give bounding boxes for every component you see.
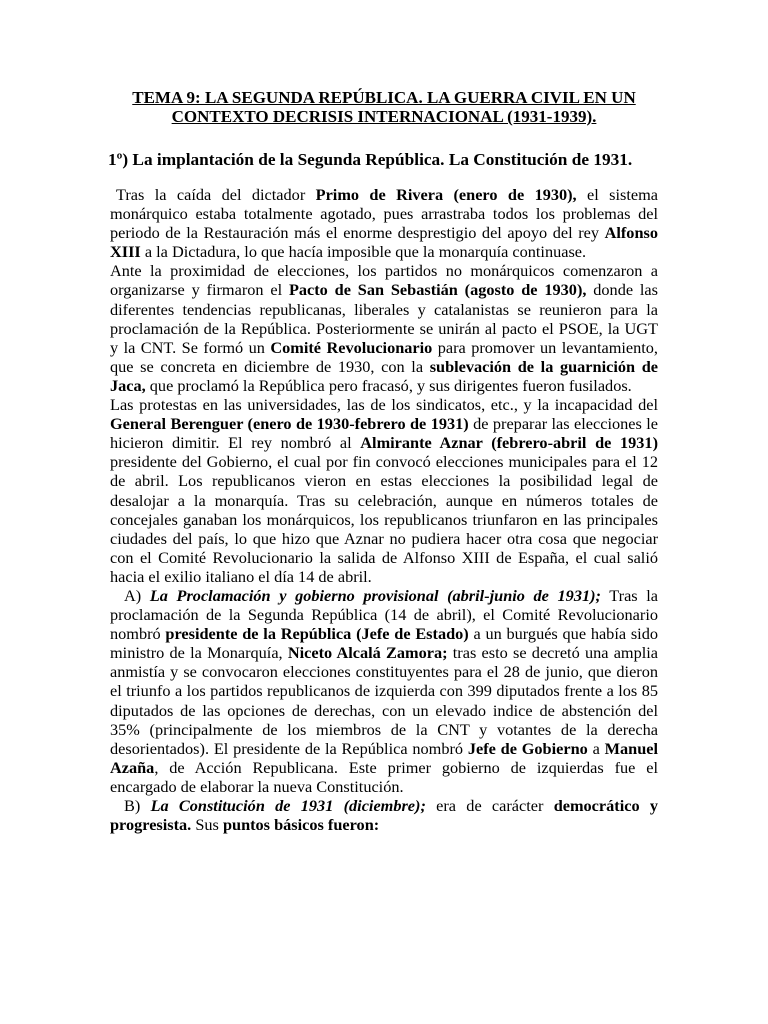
document-title: TEMA 9: LA SEGUNDA REPÚBLICA. LA GUERRA CIVIL EN UN CONTEXTO DECRISIS INTERNACIONAL (1931-1939). <box>132 88 636 126</box>
emphasis-text: presidente de la República (Jefe de Estado) <box>165 624 469 644</box>
emphasis-text: Almirante Aznar (febrero-abril de 1931) <box>360 433 658 453</box>
body-text: que proclamó la República pero fracasó, y sus dirigentes fueron fusilados. <box>145 375 632 395</box>
body-text: Sus <box>191 815 223 835</box>
paragraph-pacto-san-sebastian <box>110 261 658 395</box>
paragraph-berenguer-aznar <box>110 395 658 586</box>
emphasis-text: democrático y progresista. <box>110 796 659 835</box>
body-text: Tras la proclamación de la Segunda República (14 de abril), el Comité Revolucionario nombró <box>110 585 659 644</box>
body-text: , de Acción Republicana. Este primer gobierno de izquierdas fue el encargado de elaborar la nueva Constitución. <box>110 757 658 796</box>
body-text: a <box>587 738 605 758</box>
section-heading: 1º) La implantación de la Segunda República. La Constitución de 1931. <box>108 150 633 169</box>
body-text: de preparar las elecciones le hicieron dimitir. El rey nombró al <box>110 414 658 453</box>
emphasis-text: Niceto Alcalá Zamora; <box>287 643 448 663</box>
emphasis-text: La Constitución de 1931 (diciembre); <box>150 796 426 815</box>
body-text: a un burgués que había sido ministro de la Monarquía, <box>110 624 658 663</box>
paragraph-primo-de-rivera <box>110 185 658 261</box>
body-text: Tras la caída del dictador <box>116 185 316 204</box>
emphasis-text: Manuel Azaña <box>110 738 659 777</box>
body-text: para promover un levantamiento, que se concreta en diciembre de 1930, con la <box>110 337 658 376</box>
body-text: a la Dictadura, lo que hacía imposible que la monarquía continuase. <box>140 242 587 262</box>
paragraph-proclamacion <box>110 586 658 796</box>
emphasis-text: sublevación de la guarnición de Jaca, <box>110 356 658 395</box>
emphasis-text <box>151 796 426 815</box>
emphasis-text: Primo de Rivera (enero de 1930), <box>315 185 577 204</box>
document-body <box>110 185 658 834</box>
body-text: presidente del Gobierno, el cual por fin convocó elecciones municipales para el 12 de abril. Los republicanos vieron en estas elecciones la posibilidad legal de desalojar a la monarquía. Tras su celebración, aunque en números totales de concejales ganaban los monárquicos, los republicanos triunfaron en las principales ciudades del país, lo que hizo que Aznar no pudiera hacer otra cosa que negociar con el Comité Revolucionario la salida de Alfonso XIII de España, el cual salió hacia el exilio italiano el día 14 de abril. <box>110 452 658 586</box>
body-text: tras esto se decretó una amplia anmistía y se convocaron elecciones constituyentes para el 28 de junio, que dieron el triunfo a los partidos republicanos de izquierda con 399 diputados frente a los 85 diputados de las opciones de derechas, con un elevado indice de abstención del 35% (principalmente de los miembros de la CNT y votantes de la derecha desorientados). El presidente de la República nombró <box>110 643 658 758</box>
body-text: Las protestas en las universidades, las de los sindicatos, etc., y la incapacidad del <box>110 395 658 415</box>
emphasis-text: puntos básicos fueron: <box>222 815 380 835</box>
body-text: A) <box>124 585 150 605</box>
paragraph-constitucion <box>110 796 658 834</box>
body-text: el sistema monárquico estaba totalmente agotado, pues arrastraba todos los problemas del periodo de la Restauración más el enorme desprestigio del apoyo del rey <box>110 185 658 243</box>
emphasis-text: Alfonso XIII <box>110 223 658 262</box>
emphasis-text: Jefe de Gobierno <box>467 738 588 758</box>
emphasis-text: General Berenguer (enero de 1930-febrero de 1931) <box>110 414 469 434</box>
body-text: B) <box>124 796 151 815</box>
body-text: Ante la proximidad de elecciones, los partidos no monárquicos comenzaron a organizarse y firmaron el <box>110 261 658 300</box>
body-text: era de carácter <box>425 796 554 815</box>
body-text: donde las diferentes tendencias republicanas, liberales y catalanistas se reunieron para la proclamación de la República. Posteriormente se unirán al pacto el PSOE, la UGT y la CNT. Se formó un <box>110 280 658 357</box>
emphasis-text: La Proclamación y gobierno provisional (abril-junio de 1931); <box>149 585 601 605</box>
emphasis-text: Pacto de San Sebastián (agosto de 1930), <box>288 280 587 300</box>
emphasis-text: Comité Revolucionario <box>270 337 433 357</box>
emphasis-text <box>150 586 601 605</box>
